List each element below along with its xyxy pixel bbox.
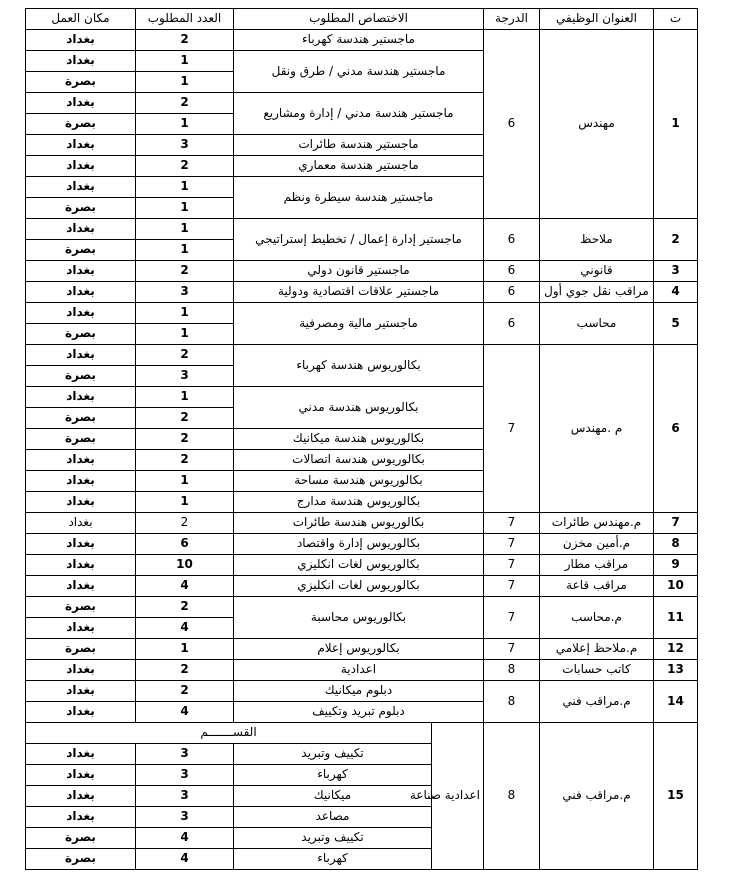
table-row bbox=[26, 513, 698, 534]
count-cell: 2 bbox=[136, 93, 234, 114]
spec-cell: بكالوريوس هندسة مدني bbox=[234, 387, 484, 429]
table-row bbox=[26, 534, 698, 555]
location-cell: بصرة bbox=[26, 639, 136, 660]
serial-cell: 15 bbox=[654, 723, 698, 870]
location-cell: بغداد bbox=[26, 807, 136, 828]
table-row bbox=[26, 639, 698, 660]
count-cell: 3 bbox=[136, 786, 234, 807]
location-cell: بصرة bbox=[26, 849, 136, 870]
location-cell: بغداد bbox=[26, 135, 136, 156]
grade-cell: 7 bbox=[484, 576, 540, 597]
location-cell: بغداد bbox=[26, 303, 136, 324]
count-cell: 1 bbox=[136, 471, 234, 492]
count-cell: 3 bbox=[136, 135, 234, 156]
serial-cell: 2 bbox=[654, 219, 698, 261]
spec-cell: بكالوريوس هندسة اتصالات bbox=[234, 450, 484, 471]
count-cell: 1 bbox=[136, 240, 234, 261]
serial-cell: 7 bbox=[654, 513, 698, 534]
job-title-cell: مراقب نقل جوي أول bbox=[540, 282, 654, 303]
table-row bbox=[26, 576, 698, 597]
location-cell: بغداد bbox=[26, 51, 136, 72]
grade-cell: 7 bbox=[484, 555, 540, 576]
count-cell: 3 bbox=[136, 282, 234, 303]
count-cell: 2 bbox=[136, 156, 234, 177]
grade-cell: 6 bbox=[484, 261, 540, 282]
serial-cell: 10 bbox=[654, 576, 698, 597]
spec-cell: بكالوريوس هندسة كهرباء bbox=[234, 345, 484, 387]
count-cell: 2 bbox=[136, 345, 234, 366]
location-cell: بصرة bbox=[26, 114, 136, 135]
location-cell: بصرة bbox=[26, 324, 136, 345]
spec-cell: بكالوريوس لغات انكليزي bbox=[234, 555, 484, 576]
table-row bbox=[26, 660, 698, 681]
serial-cell: 4 bbox=[654, 282, 698, 303]
location-cell: بغداد bbox=[26, 513, 136, 534]
grade-cell: 7 bbox=[484, 345, 540, 513]
location-cell: بغداد bbox=[26, 702, 136, 723]
count-cell: 4 bbox=[136, 702, 234, 723]
section-name-cell: مصاعد bbox=[234, 807, 432, 828]
spec-cell: ماجستير مالية ومصرفية bbox=[234, 303, 484, 345]
location-cell: بصرة bbox=[26, 198, 136, 219]
serial-cell: 14 bbox=[654, 681, 698, 723]
grade-cell: 7 bbox=[484, 597, 540, 639]
location-cell: بغداد bbox=[26, 177, 136, 198]
grade-cell: 6 bbox=[484, 30, 540, 219]
serial-cell: 11 bbox=[654, 597, 698, 639]
location-cell: بغداد bbox=[26, 681, 136, 702]
spec-cell: بكالوريوس إعلام bbox=[234, 639, 484, 660]
location-cell: بغداد bbox=[26, 471, 136, 492]
count-cell: 1 bbox=[136, 303, 234, 324]
header-grade: الدرجة bbox=[484, 9, 540, 30]
header-row bbox=[26, 9, 698, 30]
count-cell: 4 bbox=[136, 618, 234, 639]
location-cell: بصرة bbox=[26, 597, 136, 618]
spec-cell: ماجستير علاقات اقتصادية ودولية bbox=[234, 282, 484, 303]
table-row bbox=[26, 345, 698, 366]
spec-cell: ماجستير هندسة سيطرة ونظم bbox=[234, 177, 484, 219]
table-row bbox=[26, 30, 698, 51]
spec-cell: ماجستير قانون دولي bbox=[234, 261, 484, 282]
location-cell: بصرة bbox=[26, 240, 136, 261]
grade-cell: 6 bbox=[484, 282, 540, 303]
count-cell: 10 bbox=[136, 555, 234, 576]
table-row bbox=[26, 597, 698, 618]
count-cell: 1 bbox=[136, 114, 234, 135]
jobs-table bbox=[25, 8, 698, 870]
count-cell: 1 bbox=[136, 198, 234, 219]
spec-cell: ماجستير هندسة طائرات bbox=[234, 135, 484, 156]
serial-cell: 9 bbox=[654, 555, 698, 576]
grade-cell: 6 bbox=[484, 219, 540, 261]
header-count: العدد المطلوب bbox=[136, 9, 234, 30]
job-title-cell: مراقب قاعة bbox=[540, 576, 654, 597]
grade-cell: 8 bbox=[484, 681, 540, 723]
count-cell: 3 bbox=[136, 366, 234, 387]
location-cell: بغداد bbox=[26, 555, 136, 576]
count-cell: 2 bbox=[136, 660, 234, 681]
count-cell: 2 bbox=[136, 681, 234, 702]
header-job-title: العنوان الوظيفي bbox=[540, 9, 654, 30]
count-cell: 4 bbox=[136, 849, 234, 870]
serial-cell: 6 bbox=[654, 345, 698, 513]
spec-cell: ماجستير هندسة معماري bbox=[234, 156, 484, 177]
section-name-cell: تكييف وتبريد bbox=[234, 828, 432, 849]
count-cell: 3 bbox=[136, 765, 234, 786]
location-cell: بغداد bbox=[26, 492, 136, 513]
spec-cell: بكالوريوس إدارة واقتصاد bbox=[234, 534, 484, 555]
count-cell: 4 bbox=[136, 576, 234, 597]
job-title-cell: م.مراقب فني bbox=[540, 723, 654, 870]
section-name-cell: كهرباء bbox=[234, 765, 432, 786]
spec-cell: بكالوريوس هندسة ميكانيك bbox=[234, 429, 484, 450]
spec-cell: ماجستير هندسة كهرباء bbox=[234, 30, 484, 51]
location-cell: بغداد bbox=[26, 618, 136, 639]
job-title-cell: ملاحظ bbox=[540, 219, 654, 261]
job-title-cell: م.محاسب bbox=[540, 597, 654, 639]
location-cell: بغداد bbox=[26, 744, 136, 765]
location-cell: بغداد bbox=[26, 450, 136, 471]
qualification-cell: اعدادية صناعة bbox=[432, 723, 484, 870]
count-cell: 1 bbox=[136, 387, 234, 408]
location-cell: بصرة bbox=[26, 366, 136, 387]
serial-cell: 3 bbox=[654, 261, 698, 282]
table-row bbox=[26, 681, 698, 702]
location-cell: بصرة bbox=[26, 408, 136, 429]
table-row bbox=[26, 282, 698, 303]
location-cell: بصرة bbox=[26, 828, 136, 849]
grade-cell: 7 bbox=[484, 639, 540, 660]
spec-cell: ماجستير هندسة مدني / إدارة ومشاريع bbox=[234, 93, 484, 135]
section-name-cell: كهرباء bbox=[234, 849, 432, 870]
count-cell: 1 bbox=[136, 324, 234, 345]
count-cell: 2 bbox=[136, 30, 234, 51]
header-location: مكان العمل bbox=[26, 9, 136, 30]
grade-cell: 8 bbox=[484, 660, 540, 681]
job-title-cell: قانوني bbox=[540, 261, 654, 282]
section-header: القســـــــم bbox=[26, 723, 432, 744]
section-name-cell: تكييف وتبريد bbox=[234, 744, 432, 765]
table-row bbox=[26, 261, 698, 282]
count-cell: 1 bbox=[136, 639, 234, 660]
grade-cell: 7 bbox=[484, 534, 540, 555]
table-row bbox=[26, 303, 698, 324]
header-serial: ت bbox=[654, 9, 698, 30]
job-title-cell: م .مهندس bbox=[540, 345, 654, 513]
location-cell: بغداد bbox=[26, 765, 136, 786]
location-cell: بغداد bbox=[26, 282, 136, 303]
serial-cell: 8 bbox=[654, 534, 698, 555]
location-cell: بغداد bbox=[26, 576, 136, 597]
count-cell: 1 bbox=[136, 219, 234, 240]
count-cell: 2 bbox=[136, 513, 234, 534]
job-title-cell: كاتب حسابات bbox=[540, 660, 654, 681]
location-cell: بغداد bbox=[26, 261, 136, 282]
spec-cell: دبلوم ميكانيك bbox=[234, 681, 484, 702]
location-cell: بغداد bbox=[26, 219, 136, 240]
location-cell: بغداد bbox=[26, 660, 136, 681]
spec-cell: اعدادية bbox=[234, 660, 484, 681]
job-title-cell: م.مراقب فني bbox=[540, 681, 654, 723]
serial-cell: 12 bbox=[654, 639, 698, 660]
job-title-cell: م.أمين مخزن bbox=[540, 534, 654, 555]
table-row bbox=[26, 723, 698, 744]
serial-cell: 13 bbox=[654, 660, 698, 681]
spec-cell: بكالوريوس محاسبة bbox=[234, 597, 484, 639]
header-specialization: الاختصاص المطلوب bbox=[234, 9, 484, 30]
count-cell: 3 bbox=[136, 744, 234, 765]
count-cell: 2 bbox=[136, 429, 234, 450]
spec-cell: بكالوريوس هندسة مدارج bbox=[234, 492, 484, 513]
location-cell: بغداد bbox=[26, 534, 136, 555]
location-cell: بغداد bbox=[26, 93, 136, 114]
count-cell: 1 bbox=[136, 72, 234, 93]
grade-cell: 7 bbox=[484, 513, 540, 534]
spec-cell: ماجستير إدارة إعمال / تخطيط إستراتيجي bbox=[234, 219, 484, 261]
count-cell: 1 bbox=[136, 51, 234, 72]
location-cell: بغداد bbox=[26, 345, 136, 366]
job-title-cell: م.ملاحظ إعلامي bbox=[540, 639, 654, 660]
count-cell: 1 bbox=[136, 177, 234, 198]
count-cell: 2 bbox=[136, 450, 234, 471]
location-cell: بصرة bbox=[26, 429, 136, 450]
count-cell: 2 bbox=[136, 261, 234, 282]
location-cell: بغداد bbox=[26, 387, 136, 408]
count-cell: 1 bbox=[136, 492, 234, 513]
location-cell: بصرة bbox=[26, 72, 136, 93]
count-cell: 6 bbox=[136, 534, 234, 555]
spec-cell: دبلوم تبريد وتكييف bbox=[234, 702, 484, 723]
serial-cell: 5 bbox=[654, 303, 698, 345]
grade-cell: 6 bbox=[484, 303, 540, 345]
location-cell: بغداد bbox=[26, 30, 136, 51]
table-row bbox=[26, 219, 698, 240]
section-name-cell: ميكانيك bbox=[234, 786, 432, 807]
grade-cell: 8 bbox=[484, 723, 540, 870]
job-title-cell: محاسب bbox=[540, 303, 654, 345]
count-cell: 2 bbox=[136, 597, 234, 618]
spec-cell: بكالوريوس هندسة مساحة bbox=[234, 471, 484, 492]
count-cell: 3 bbox=[136, 807, 234, 828]
spec-cell: ماجستير هندسة مدني / طرق ونقل bbox=[234, 51, 484, 93]
job-title-cell: مراقب مطار bbox=[540, 555, 654, 576]
count-cell: 4 bbox=[136, 828, 234, 849]
serial-cell: 1 bbox=[654, 30, 698, 219]
job-title-cell: م.مهندس طائرات bbox=[540, 513, 654, 534]
location-cell: بغداد bbox=[26, 156, 136, 177]
job-title-cell: مهندس bbox=[540, 30, 654, 219]
spec-cell: بكالوريوس لغات انكليزي bbox=[234, 576, 484, 597]
spec-cell: بكالوريوس هندسة طائرات bbox=[234, 513, 484, 534]
table-row bbox=[26, 555, 698, 576]
location-cell: بغداد bbox=[26, 786, 136, 807]
count-cell: 2 bbox=[136, 408, 234, 429]
